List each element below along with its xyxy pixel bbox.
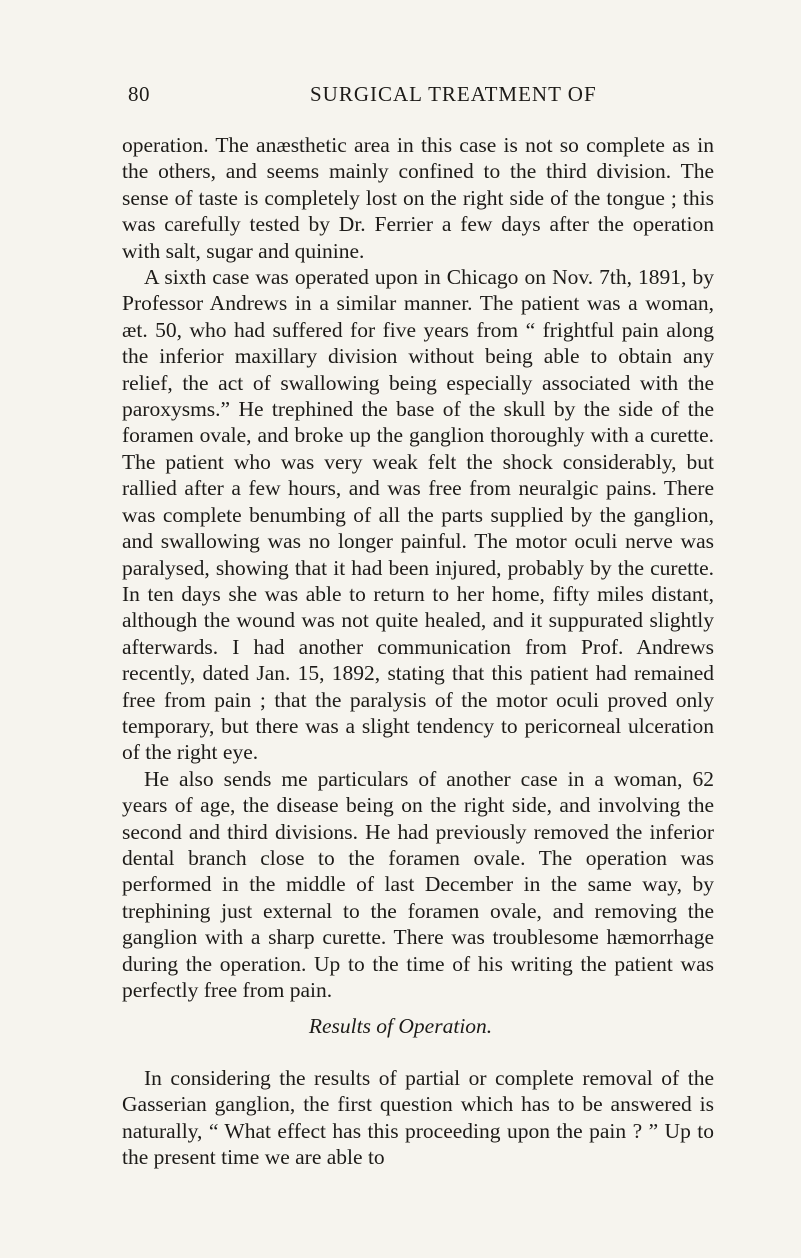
running-head: SURGICAL TREATMENT OF bbox=[310, 82, 597, 106]
paragraph-another-case: He also sends me particulars of another case in a woman, 62 years of age, the disease being on the right side, and involving the second and third divisions. He had previously removed the inferior dental branch close to the foramen ovale. The operation was performed in the middle of last December in the same way, by trephining just external to the foramen ovale, and removing the ganglion with a sharp curette. There was troublesome hæmorrhage during the operation. Up to the time of his writing the patient was perfectly free from pain. bbox=[122, 766, 714, 1002]
page-number: 80 bbox=[128, 82, 150, 106]
main-text bbox=[122, 132, 714, 1003]
paragraph-sixth-case: A sixth case was operated upon in Chicago on Nov. 7th, 1891, by Professor Andrews in a similar manner. The patient was a woman, æt. 50, who had suffered for five years from “ frightful pain along the inferior maxillary division without being able to obtain any relief, the act of swallowing being especially associated with the paroxysms.” He trephined the base of the skull by the side of the foramen ovale, and broke up the ganglion thoroughly with a curette. The patient who was very weak felt the shock considerably, but rallied after a few hours, and was free from neuralgic pains. There was complete benumbing of all the parts supplied by the ganglion, and swallowing was no longer painful. The motor oculi nerve was paralysed, showing that it had been injured, probably by the curette. In ten days she was able to return to her home, fifty miles distant, although the wound was not quite healed, and it suppurated slightly afterwards. I had another communication from Prof. Andrews recently, dated Jan. 15, 1892, stating that this patient had remained free from pain ; that the paralysis of the motor oculi proved only temporary, but there was a slight tendency to pericorneal ulceration of the right eye. bbox=[122, 265, 714, 765]
paragraph-continuation: operation. The anæsthetic area in this case is not so complete as in the others, and seems mainly confined to the third division. The sense of taste is completely lost on the right side of the tongue ; this was carefully tested by Dr. Ferrier a few days after the operation with salt, sugar and quinine. bbox=[122, 133, 714, 263]
section-text bbox=[122, 1065, 714, 1171]
paragraph-results: In considering the results of partial or complete removal of the Gasserian ganglion, the first question which has to be answered is naturally, “ What effect has this proceeding upon the pain ? ” Up to the present time we are able to bbox=[122, 1066, 714, 1170]
section-heading: Results of Operation. bbox=[308, 1014, 493, 1038]
page-header bbox=[122, 82, 712, 112]
